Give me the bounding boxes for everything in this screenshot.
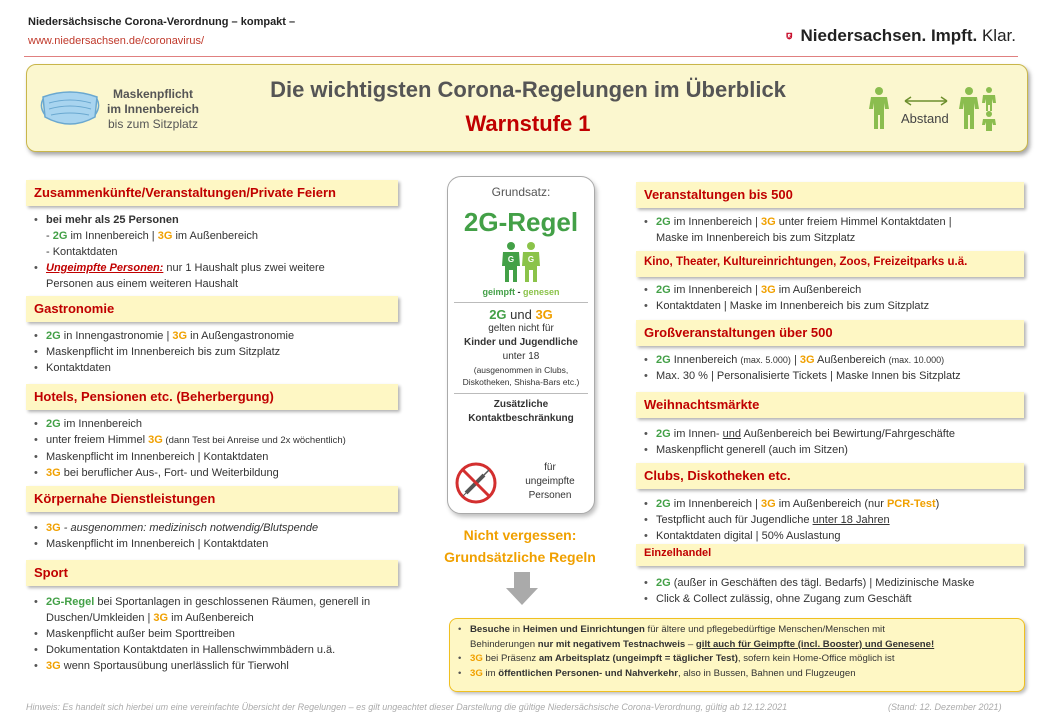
list-text: im Außenbereich [168, 612, 254, 624]
tag-2g: 2G [656, 216, 671, 228]
section-gastronomy-list [34, 328, 294, 376]
list-text: Heimen und Einrichtungen [522, 624, 645, 635]
section-personal-services-title: Körpernahe Dienstleistungen [26, 486, 398, 512]
section-large-events-list [644, 352, 961, 384]
footer-date: (Stand: 12. Dezember 2021) [888, 702, 1002, 712]
exemption-line3: unter 18 [502, 351, 540, 362]
tag-2g-rule: 2G-Regel [46, 596, 95, 608]
section-hotels-title: Hotels, Pensionen etc. (Beherbergung) [26, 384, 398, 410]
list-text: (außer in Geschäften des tägl. Bedarfs) | Medizinische Maske [670, 577, 975, 589]
list-text: im Innenbereich | [670, 284, 761, 296]
list-item [458, 623, 1016, 638]
rule-2g-heading: 2G-Regel [463, 207, 579, 237]
list-item: Maske im Innenbereich bis zum Sitzplatz [656, 232, 856, 244]
target-line3: Personen [528, 490, 572, 501]
list-item [644, 575, 974, 591]
exemption-line4: (ausgenommen in Clubs, [473, 365, 569, 375]
list-item: • Maskenpflicht im Innenbereich bis zum Sitzplatz [34, 344, 294, 360]
mask-label-line3: bis zum Sitzplatz [107, 117, 199, 131]
section-large-events-title: Großveranstaltungen über 500 [636, 320, 1024, 346]
title-banner [26, 64, 1028, 152]
list-item: • Maskenpflicht außer beim Sporttreiben [34, 626, 370, 642]
tag-2g: 2G [489, 307, 507, 322]
list-text: (max. 10.000) [888, 355, 945, 365]
dash-text: - [514, 287, 523, 297]
list-item: • Kontaktdaten | Maske im Innenbereich bis zum Sitzplatz [644, 298, 929, 314]
list-text: in Außengastronomie [187, 330, 295, 342]
tag-2g: 2G [46, 330, 61, 342]
list-item [34, 212, 325, 228]
principle-label: Grundsatz: [491, 185, 551, 199]
contact-restriction-target [510, 461, 590, 503]
list-item [34, 328, 294, 344]
list-text: öffentlichen Personen- und Nahverkehr [498, 667, 678, 679]
list-item [644, 426, 955, 442]
list-text: - [46, 230, 53, 242]
section-retail-title: Einzelhandel [636, 544, 1024, 566]
list-text: | [790, 354, 800, 366]
list-text: im Außenbereich (nur [775, 498, 887, 510]
section-culture-title: Kino, Theater, Kultureinrichtungen, Zoos, Freizeitparks u.ä. [636, 251, 1024, 277]
list-item [458, 652, 1016, 667]
reminder-line1: Nicht vergessen: [463, 527, 577, 543]
vaccinated-recovered-icon [499, 242, 543, 282]
list-text: wenn Sportausübung unerlässlich für Tierwohl [60, 660, 289, 672]
list-text: nur 1 Haushalt plus zwei weitere [163, 262, 325, 274]
list-text: – [685, 638, 696, 650]
website-link[interactable]: www.niedersachsen.de/coronavirus/ [28, 35, 205, 47]
list-text: bei mehr als 25 Personen [46, 214, 179, 226]
list-text: im Außenbereich [172, 230, 259, 242]
section-sport-title: Sport [26, 560, 398, 586]
contact-restriction-line1: Zusätzliche [493, 399, 549, 410]
pcr-test-tag: PCR-Test [886, 498, 936, 510]
list-item [34, 658, 370, 674]
tag-3g: 3G [148, 434, 163, 446]
list-text: im Innenbereich | [670, 216, 761, 228]
principle-panel [447, 176, 595, 514]
list-text: Außenbereich [814, 354, 889, 366]
reminder-heading [420, 524, 620, 568]
list-item: Personen aus einem weiteren Haushalt [46, 278, 239, 290]
section-events-500-list [644, 214, 952, 246]
tag-2g: 2G [656, 284, 671, 296]
list-text: Außenbereich bei Bewirtung/Fahrgeschäfte [741, 428, 956, 440]
target-line2: ungeimpfte [525, 476, 575, 487]
list-text: für ältere und pflegebedürftige Menschen/Menschen mit [644, 624, 885, 635]
list-item: • Maskenpflicht generell (auch im Sitzen) [644, 442, 955, 458]
section-gatherings-title: Zusammenkünfte/Veranstaltungen/Private Feiern [26, 180, 398, 206]
section-retail-list [644, 575, 974, 607]
arrow-down-icon [505, 572, 539, 606]
tag-3g: 3G [470, 653, 483, 664]
list-text: , also in Bussen, Bahnen und Flugzeugen [677, 667, 856, 679]
list-item: • Maskenpflicht im Innenbereich | Kontaktdaten [34, 536, 318, 552]
tag-2g: 2G [46, 418, 61, 430]
list-item [644, 352, 961, 368]
section-culture-list [644, 282, 929, 314]
mask-label-line2: im Innenbereich [106, 102, 200, 116]
horse-crest-icon [786, 18, 793, 54]
tag-2g: 2G [656, 577, 671, 589]
tag-3g: 3G [799, 354, 815, 366]
tag-2g: 2G [656, 354, 671, 366]
section-christmas-markets-title: Weihnachtsmärkte [636, 392, 1024, 418]
list-item: • Kontaktdaten [34, 360, 294, 376]
exemption-block [454, 302, 588, 322]
niedersachsen-logo [786, 16, 1016, 56]
tag-2g: 2G [656, 428, 671, 440]
page-title: Die wichtigsten Corona-Regelungen im Überblick [270, 77, 786, 102]
mask-label-line1: Maskenpflicht [112, 87, 193, 101]
brand-impft: Impft. [930, 26, 978, 45]
tag-3g: 3G [470, 667, 483, 679]
list-text: im Innen- [670, 428, 723, 440]
list-item: • Click & Collect zulässig, ohne Zugang zum Geschäft [644, 591, 974, 607]
tag-3g: 3G [760, 216, 776, 228]
list-item [644, 282, 929, 298]
list-text: im [482, 667, 499, 679]
list-item [34, 228, 325, 244]
and-text: und [506, 307, 536, 322]
exemption-line1: gelten nicht für [488, 323, 554, 334]
reminder-line2: Grundsätzliche Regeln [444, 549, 596, 565]
target-line1: für [544, 462, 556, 473]
list-text: unter freiem Himmel Kontaktdaten | [775, 216, 952, 228]
section-clubs-list [644, 496, 939, 544]
list-item: • Kontaktdaten digital | 50% Auslastung [644, 528, 939, 544]
section-sport-list [34, 594, 370, 674]
list-text: - ausgenommen: medizinisch notwendig/Blutspende [60, 522, 319, 534]
tag-3g: 3G [535, 307, 553, 322]
brand-main: Niedersachsen. [800, 26, 927, 45]
list-text: (max. 5.000) [740, 355, 791, 365]
list-item: • Dokumentation Kontaktdaten in Hallenschwimmbädern u.ä. [34, 642, 370, 658]
exemption-text [448, 322, 594, 388]
footer-hint: Hinweis: Es handelt sich hierbei um eine vereinfachte Übersicht der Regelungen – es gilt ungeachtet dieser Darstellung die gültige Niedersächsische Corona-Verordnung, gültig ab 12.12.2021 [26, 702, 788, 712]
unvaccinated-label: Ungeimpfte Personen: [46, 262, 164, 274]
list-item [34, 260, 325, 276]
list-item [34, 520, 318, 536]
general-rules-box [449, 618, 1025, 692]
list-text: Innenbereich [670, 354, 741, 366]
tag-3g: 3G [172, 330, 188, 342]
list-text: im Innenbereich | [67, 230, 158, 242]
list-item [644, 512, 939, 528]
header-divider [24, 56, 1018, 57]
list-item [458, 638, 1016, 653]
list-text: am Arbeitsplatz (ungeimpft = täglicher Test) [538, 653, 738, 664]
vaccinated-recovered-label [448, 287, 594, 297]
section-clubs-title: Clubs, Diskotheken etc. [636, 463, 1024, 489]
list-text: Behinderungen [470, 638, 538, 650]
svg-text:G: G [507, 255, 515, 264]
tag-3g: 3G [760, 284, 776, 296]
list-text: ) [935, 498, 940, 510]
contact-restriction-heading [454, 393, 588, 426]
svg-text:G: G [527, 255, 535, 264]
list-text: und [722, 428, 742, 440]
brand-klar: Klar. [981, 26, 1016, 45]
general-rules-list [458, 623, 1016, 681]
list-item [34, 416, 346, 432]
list-item [644, 496, 939, 512]
list-text: im Innenbereich [60, 418, 143, 430]
list-text: bei Präsenz [482, 653, 539, 664]
document-title: Niedersächsische Corona-Verordnung – kompakt – [28, 16, 296, 28]
section-hotels-list [34, 416, 346, 481]
tag-3g: 3G [153, 612, 169, 624]
exemption-line2: Kinder und Jugendliche [464, 337, 578, 348]
section-christmas-markets-list [644, 426, 955, 458]
list-item [34, 610, 370, 626]
list-item: • Max. 30 % | Personalisierte Tickets | Maske Innen bis Sitzplatz [644, 368, 961, 384]
tag-3g: 3G [46, 467, 61, 479]
list-text: Testpflicht auch für Jugendliche [656, 514, 813, 526]
section-gatherings-list [34, 212, 325, 292]
list-text: bei Sportanlagen in geschlossenen Räumen, generell in [94, 596, 371, 608]
tag-3g: 3G [157, 230, 173, 242]
list-item [34, 432, 346, 449]
no-vaccine-syringe-icon [454, 461, 498, 505]
list-text: (dann Test bei Anreise und 2x wöchentlich) [162, 435, 346, 446]
list-text: unter 18 Jahren [812, 514, 890, 526]
list-item: • Maskenpflicht im Innenbereich | Kontaktdaten [34, 449, 346, 465]
list-item [34, 594, 370, 610]
list-text: bei beruflicher Aus-, Fort- und Weiterbildung [60, 467, 279, 479]
list-text: , sofern kein Home-Office möglich ist [737, 653, 895, 664]
list-text: im Außenbereich [775, 284, 862, 296]
distance-label: Abstand [901, 111, 949, 126]
list-text: gilt auch für Geimpfte (incl. Booster) und Genesene! [695, 638, 935, 650]
tag-2g: 2G [52, 230, 68, 242]
warning-level: Warnstufe 1 [465, 111, 591, 136]
tag-3g: 3G [46, 522, 61, 534]
section-personal-services-list [34, 520, 318, 552]
list-text: Duschen/Umkleiden | [46, 612, 154, 624]
contact-restriction-line2: Kontaktbeschränkung [468, 413, 574, 424]
list-text: nur mit negativem Testnachweis [537, 638, 686, 650]
list-item [458, 667, 1016, 682]
list-item: - Kontaktdaten [46, 246, 118, 258]
section-gastronomy-title: Gastronomie [26, 296, 398, 322]
list-text: in Innengastronomie | [60, 330, 173, 342]
list-text: im Innenbereich | [670, 498, 761, 510]
vaccinated-text: geimpft [482, 287, 515, 297]
section-events-500-title: Veranstaltungen bis 500 [636, 182, 1024, 208]
tag-3g: 3G [46, 660, 61, 672]
tag-2g: 2G [656, 498, 671, 510]
list-text: in [510, 624, 523, 635]
exemption-line5: Diskotheken, Shisha-Bars etc.) [462, 377, 580, 387]
list-text: Besuche [470, 624, 510, 635]
tag-3g: 3G [760, 498, 776, 510]
list-text: unter freiem Himmel [46, 434, 149, 446]
list-item [34, 465, 346, 481]
recovered-text: genesen [522, 287, 560, 297]
list-item [644, 214, 952, 230]
